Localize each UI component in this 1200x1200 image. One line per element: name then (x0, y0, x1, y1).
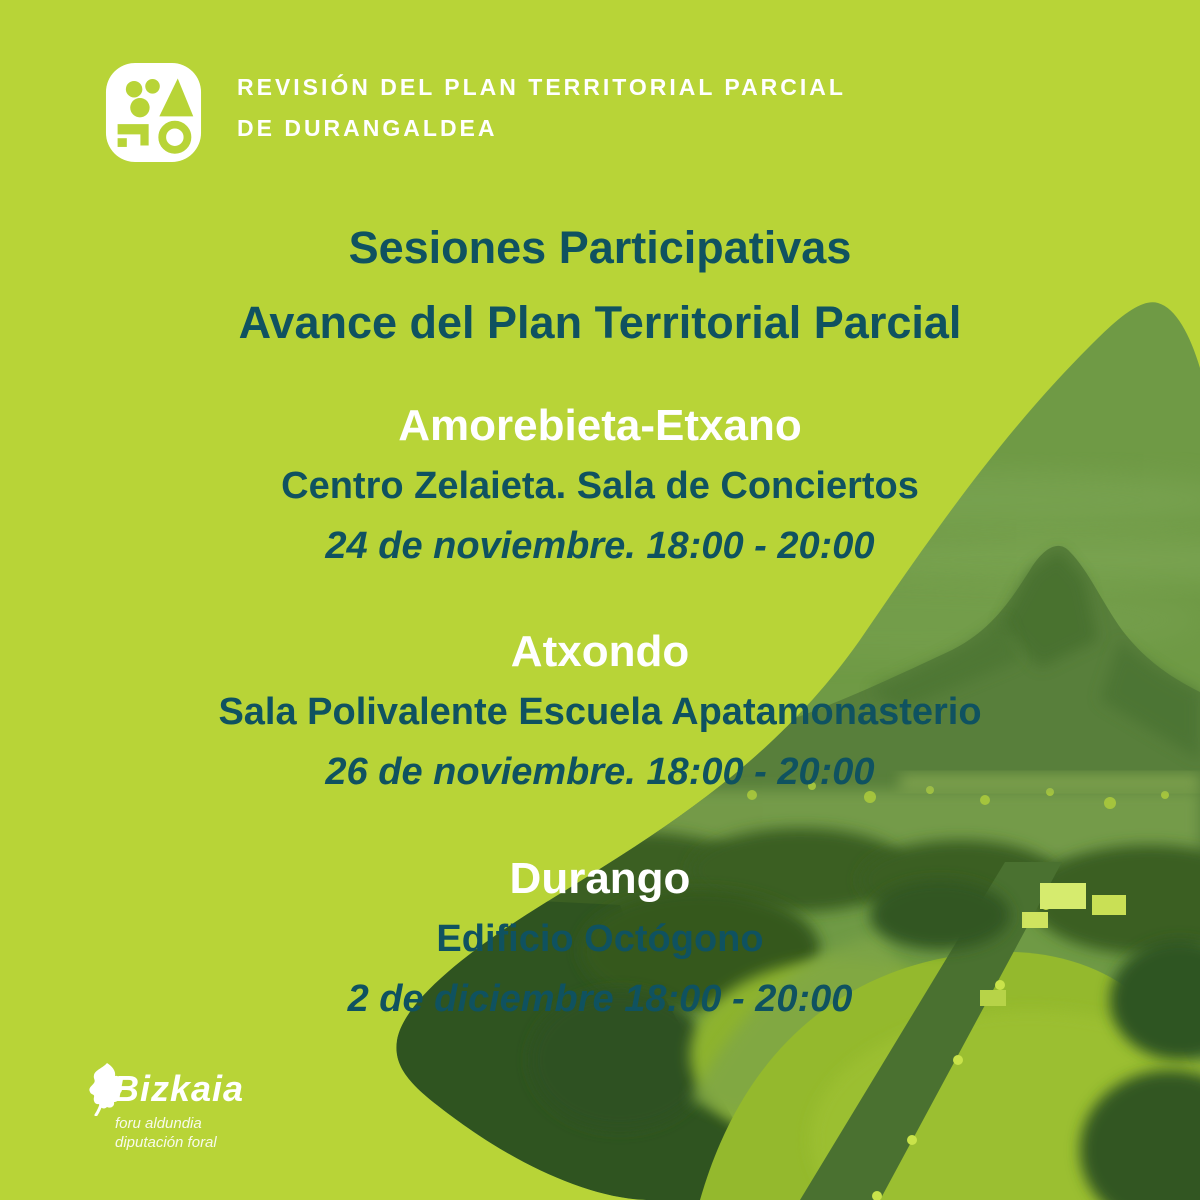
session-block-durango (0, 849, 1200, 1029)
session-datetime: 24 de noviembre. 18:00 - 20:00 (325, 525, 875, 567)
session-datetime: 2 de diciembre 18:00 - 20:00 (347, 978, 853, 1020)
poster-header (237, 67, 846, 149)
session-block-atxondo (0, 622, 1200, 802)
title-line2: Avance del Plan Territorial Parcial (238, 297, 962, 348)
bizkaia-logo (85, 1060, 345, 1170)
plan-logo-icon (105, 62, 202, 163)
header-line2: DE DURANGALDEA (237, 115, 498, 141)
bizkaia-subtitle (115, 1114, 217, 1152)
session-datetime: 26 de noviembre. 18:00 - 20:00 (325, 751, 875, 793)
bizkaia-subtitle-basque: foru aldundia (115, 1115, 202, 1132)
session-venue: Centro Zelaieta. Sala de Conciertos (281, 465, 919, 507)
session-city: Atxondo (510, 627, 690, 676)
session-venue: Sala Polivalente Escuela Apatamonasterio (218, 691, 982, 733)
session-venue: Edificio Octógono (436, 918, 764, 960)
session-city: Durango (509, 854, 691, 903)
session-city: Amorebieta-Etxano (398, 401, 802, 450)
header-line1: REVISIÓN DEL PLAN TERRITORIAL PARCIAL (237, 74, 846, 100)
page-title (0, 210, 1200, 360)
title-line1: Sesiones Participativas (348, 222, 852, 273)
bizkaia-subtitle-spanish: diputación foral (115, 1134, 217, 1151)
bizkaia-wordmark: Bizkaia (113, 1068, 245, 1109)
session-block-amorebieta (0, 396, 1200, 576)
